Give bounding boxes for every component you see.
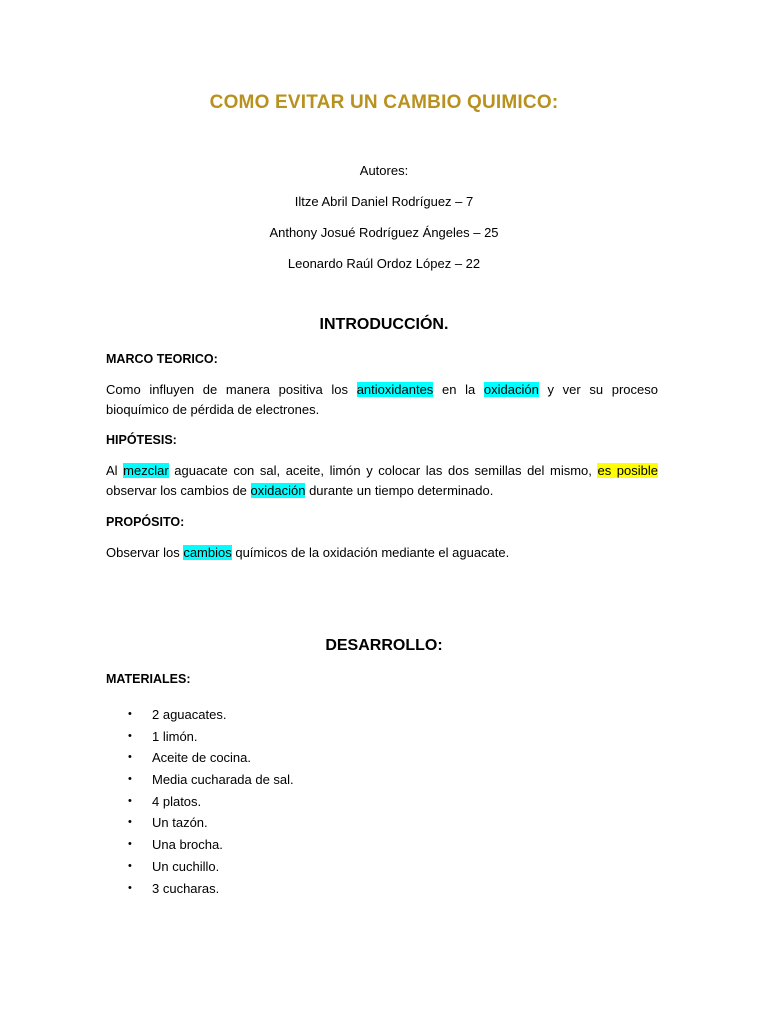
list-item: • Un cuchillo. <box>106 856 294 878</box>
bullet-icon: • <box>128 881 132 894</box>
authors-block <box>0 160 768 284</box>
author-name: Anthony Josué Rodríguez Ángeles – 25 <box>269 225 499 240</box>
bullet-icon: • <box>128 751 132 764</box>
highlight-oxidacion: oxidación <box>483 382 539 397</box>
highlight-oxidacion: oxidación <box>250 483 306 498</box>
list-item: • Un tazón. <box>106 812 294 834</box>
highlight-mezclar: mezclar <box>123 463 169 478</box>
list-item: • Aceite de cocina. <box>106 747 294 769</box>
materials-list <box>106 704 294 899</box>
list-item: • Media cucharada de sal. <box>106 769 294 791</box>
bullet-icon: • <box>128 773 132 786</box>
author-name: Iltze Abril Daniel Rodríguez – 7 <box>294 194 474 209</box>
list-item: • Una brocha. <box>106 834 294 856</box>
author-name: Leonardo Raúl Ordoz López – 22 <box>287 256 481 271</box>
marco-teorico-text: Como influyen de manera positiva los antioxidantes en la oxidación y ver su proceso bioquímico de pérdida de electrones. <box>106 382 658 417</box>
hipotesis-text: Al mezclar aguacate con sal, aceite, limón y colocar las dos semillas del mismo, es posible observar los cambios de oxidación durante un tiempo determinado. <box>106 463 658 498</box>
highlight-es-posible: es posible <box>597 463 658 478</box>
hipotesis-label: HIPÓTESIS: <box>106 433 177 447</box>
bullet-icon: • <box>128 794 132 807</box>
bullet-icon: • <box>128 859 132 872</box>
proposito-text: Observar los cambios químicos de la oxidación mediante el aguacate. <box>106 545 510 560</box>
list-item: • 4 platos. <box>106 791 294 813</box>
proposito-label: PROPÓSITO: <box>106 515 185 529</box>
authors-label: Autores: <box>359 163 409 178</box>
highlight-antioxidantes: antioxidantes <box>356 382 434 397</box>
marco-teorico-label: MARCO TEORICO: <box>106 352 218 366</box>
materiales-label: MATERIALES: <box>106 672 191 686</box>
list-item: • 1 limón. <box>106 726 294 748</box>
bullet-icon: • <box>128 729 132 742</box>
list-item: • 2 aguacates. <box>106 704 294 726</box>
bullet-icon: • <box>128 708 132 720</box>
highlight-cambios: cambios <box>183 545 232 560</box>
intro-heading: INTRODUCCIÓN. <box>319 316 449 333</box>
desarrollo-heading: DESARROLLO: <box>325 637 443 654</box>
bullet-icon: • <box>128 838 132 851</box>
list-item: • 3 cucharas. <box>106 878 294 900</box>
bullet-icon: • <box>128 816 132 829</box>
document-title: COMO EVITAR UN CAMBIO QUIMICO: <box>209 92 559 113</box>
